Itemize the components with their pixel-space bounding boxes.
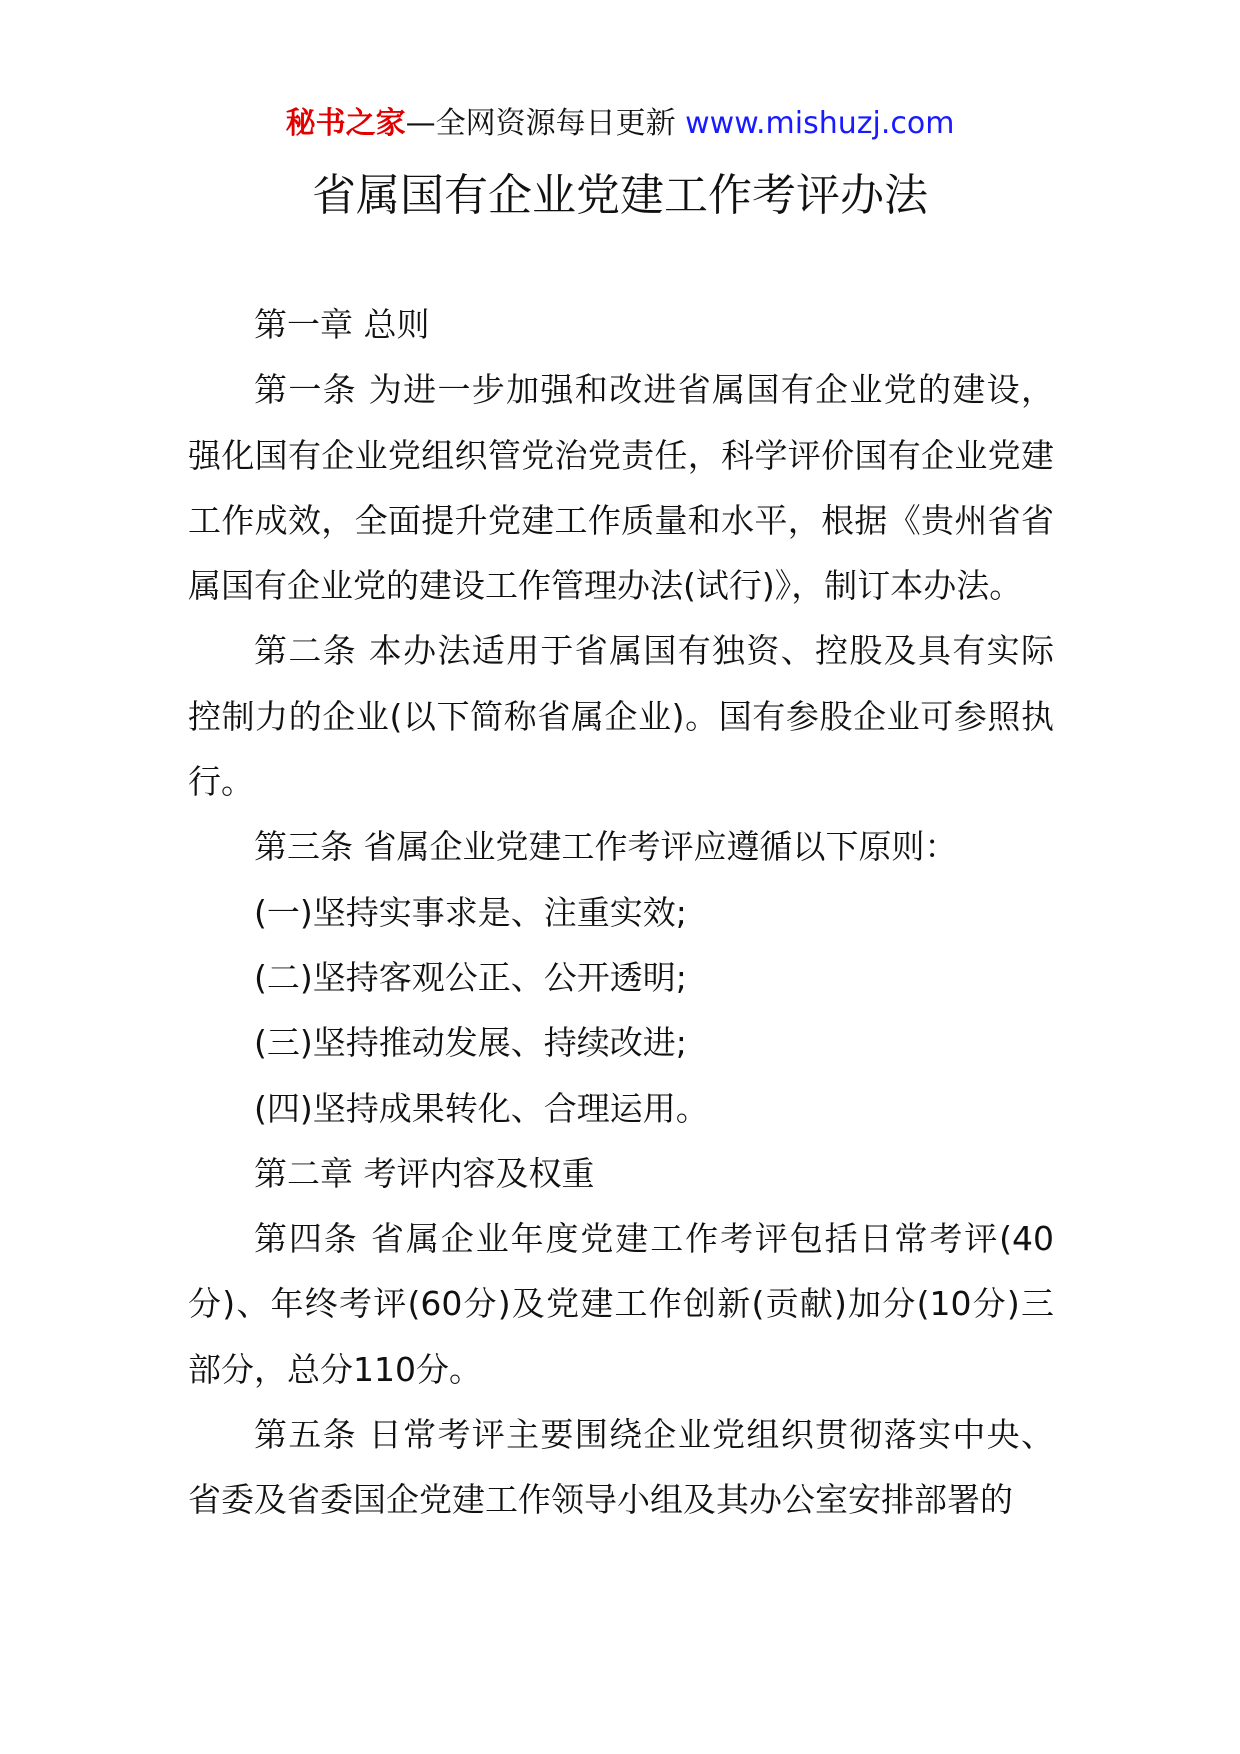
list-item: (二)坚持客观公正、公开透明; xyxy=(254,957,687,997)
paragraph: 第一条 为进一步加强和改进省属国有企业党的建设，强化国有企业党组织管党治党责任，科学评价国有企业党建工作成效，全面提升党建工作质量和水平，根据《贵州省省属国有企业党的建设工作管理办法(试行)》，制订本办法。 xyxy=(188,370,1054,606)
brand-name: 秘书之家 xyxy=(285,106,406,141)
paragraph: 第二条 本办法适用于省属国有独资、控股及具有实际控制力的企业(以下简称省属企业)。国有参股企业可参照执行。 xyxy=(188,631,1054,802)
paragraph: 第五条 日常考评主要围绕企业党组织贯彻落实中央、省委及省委国企党建工作领导小组及其办公室安排部署的 xyxy=(188,1415,1054,1520)
site-banner xyxy=(0,104,1240,144)
document-body xyxy=(188,292,1054,1533)
banner-tagline: —全网资源每日更新 xyxy=(405,106,686,141)
list-item: (四)坚持成果转化、合理运用。 xyxy=(254,1088,709,1128)
chapter-heading: 第二章 考评内容及权重 xyxy=(254,1153,595,1193)
chapter-heading: 第一章 总则 xyxy=(254,305,430,344)
list-item: (三)坚持推动发展、持续改进; xyxy=(254,1023,687,1063)
document-title: 省属国有企业党建工作考评办法 xyxy=(312,170,928,221)
list-item: (一)坚持实事求是、注重实效; xyxy=(254,892,687,932)
site-link[interactable]: www.mishuzj.com xyxy=(685,106,955,141)
paragraph: 第三条 省属企业党建工作考评应遵循以下原则： xyxy=(254,827,958,867)
paragraph: 第四条 省属企业年度党建工作考评包括日常考评(40分)、年终考评(60分)及党建工作创新(贡献)加分(10分)三部分，总分110分。 xyxy=(188,1219,1054,1389)
